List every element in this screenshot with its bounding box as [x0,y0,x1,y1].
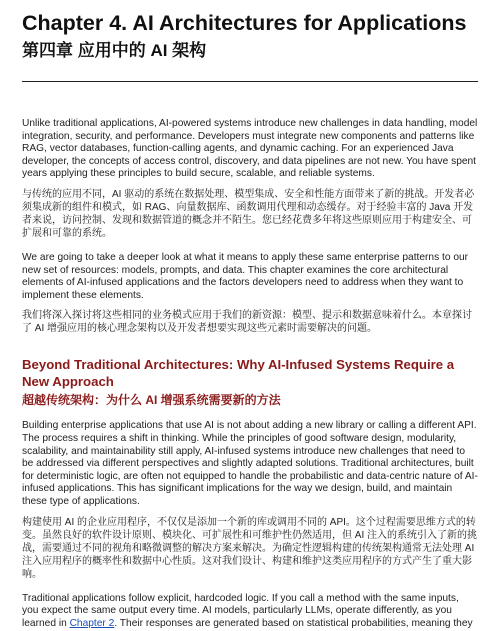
chapter-2-link[interactable]: Chapter 2 [69,617,115,629]
section-paragraph-1: Building enterprise applications that use AI is not about adding a new library or calling a different API. The process requires a shift in thinking. While the principles of good software design, modularity, scalability, and maintainability still apply, AI-infused systems introduce new challenges that need to be addressed via different perspectives and slightly adapted solutions. Traditional architectures, built for deterministic logic, are often not equipped to handle the probabilistic and data-centric nature of AI-infused applications. This has significant implications for the way we design, build, and maintain these type of applications. [22,420,478,507]
section-heading: Beyond Traditional Architectures: Why AI-Infused Systems Require a New Approach [22,357,455,389]
intro-paragraph-1-zh: 与传统的应用不同，AI 驱动的系统在数据处理、模型集成、安全和性能方面带来了新的挑战。开发者必须集成新的组件和模式，如 RAG、向量数据库、函数调用代理和动态缓存。对于经验丰富的 Java 开发者来说，访问控制、发现和数据管道的概念并不陌生。您已经花费多年将这些原则应用于构建安全、可扩展和可靠的系统。 [22,188,475,239]
chapter-title: Chapter 4. AI Architectures for Applications [22,11,467,35]
intro-paragraph-2-zh: 我们将深入探讨将这些相同的业务模式应用于我们的新资源：模型、提示和数据意味着什么。本章探讨了 AI 增强应用的核心理念架构以及开发者想要实现这些元素时需要解决的问题。 [22,310,472,335]
intro-paragraph-1: Unlike traditional applications, AI-powered systems introduce new challenges in data handling, model integration, security, and performance. Developers must integrate new components and patterns like RAG, vector databases, function-calling agents, and dynamic caching. For an experienced Java developer, the concepts of access control, discovery, and data pipelines are not new. You have spent years applying these principles to build secure, scalable, and reliable systems. [22,118,478,180]
chapter-title-zh: 第四章 应用中的 AI 架构 [22,41,207,60]
section-paragraph-1-zh: 构建使用 AI 的企业应用程序，不仅仅是添加一个新的库或调用不同的 API。这个过程需要思维方式的转变。虽然良好的软件设计原则、模块化、可扩展性和可维护性仍然适用，但 AI 注入的系统引入了新的挑战，需要通过不同的视角和略微调整的解决方案来解决。为确定性逻辑构建的传统架构通常无法处理 AI 注入应用程序的概率性和数据中心性质。这对我们设计、构建和维护这类应用程序的方式产生了重大影响。 [22,516,478,580]
section-paragraph-2 [22,593,478,631]
intro-paragraph-2: We are going to take a deeper look at what it means to apply these same enterprise patterns to our new set of resources: models, prompts, and data. This chapter examines the core architectural elements of AI-infused applications and the factors developers need to address when they want to implement these elements. [22,251,469,301]
title-divider [22,81,478,82]
paragraph-text-after-link: . Their responses are generated based on statistical probabilities, meaning they [114,617,473,629]
section-heading-zh: 超越传统架构：为什么 AI 增强系统需要新的方法 [22,393,281,408]
chapter-intro [22,118,478,335]
paragraph-text-before-link: Traditional applications follow explicit, hardcoded logic. If you call a method with the same inputs, you expect the same output every time. AI models, particularly LLMs, operate differently, as you learned in [22,592,459,629]
